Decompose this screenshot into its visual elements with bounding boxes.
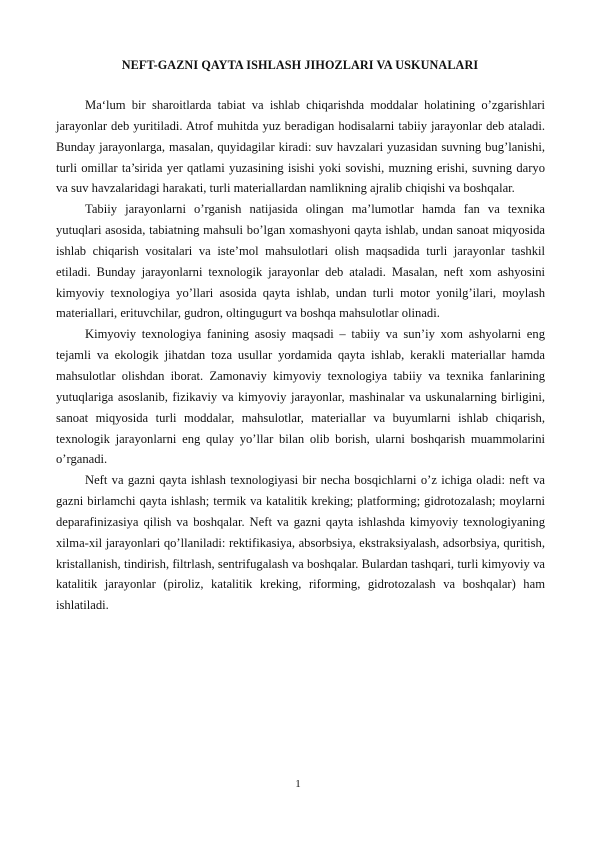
document-title: NEFT-GAZNI QAYTA ISHLASH JIHOZLARI VA USKUNALARI — [121, 58, 479, 72]
paragraph-1: Ma‘lum bir sharoitlarda tabiat va ishlab chiqarishda moddalar holatining o’zgarishlari jarayonlar deb yuritiladi. Atrof muhitda yuz beradigan hodisalarni tabiiy jarayonlar deb ataladi. Bunday jarayonlarga, masalan, quyidagilar kiradi: suv havzalari yuzasidan suvning bug’lanishi, turli omillar ta’sirida yer qatlami yuzasining isishi yoki sovishi, muzning erishi, suvning daryo va suv havzalaridagi harakati, turli materiallardan namlikning ajralib chiqishi va boshqalar. — [56, 98, 545, 196]
paragraph-2: Tabiiy jarayonlarni o’rganish natijasida olingan ma’lumotlar hamda fan va texnika yutuqlari asosida, tabiatning mahsuli bo’lgan xomashyoni qayta ishlab, undan sanoat miqyosida ishlab chiqarish vositalari va iste’mol mahsulotlari olish maqsadida turli jarayonlar tashkil etiladi. Bunday jarayonlarni texnologik jarayonlar deb ataladi. Masalan, neft xom ashyosini kimyoviy texnologiya yo’llari asosida qayta ishlab, undan turli motor yonilg’ilari, moylash materiallari, erituvchilar, gudron, oltingugurt va boshqa mahsulotlar olinadi. — [56, 202, 545, 321]
paragraph-3: Kimyoviy texnologiya fanining asosiy maqsadi – tabiiy va sun’iy xom ashyolarni eng tejamli va ekologik jihatdan toza usullar yordamida qayta ishlab, kerakli materiallar hamda mahsulotlar olishdan iborat. Zamonaviy kimyoviy texnologiya tabiiy va texnika fanlarining yutuqlariga asoslanib, fizikaviy va kimyoviy jarayonlar, mashinalar va uskunalarning birligini, sanoat miqyosida turli moddalar, mahsulotlar, materiallar va buyumlarni ishlab chiqarish, texnologik jarayonlarni eng qulay yo’llar bilan olib borish, ularni boshqarish muammolarini o’rganadi. — [56, 327, 545, 467]
paragraph-4: Neft va gazni qayta ishlash texnologiyasi bir necha bosqichlarni o’z ichiga oladi: neft va gazni birlamchi qayta ishlash; termik va katalitik kreking; platforming; gidrotozalash; moylarni deparafinizasiya qilish va boshqalar. Neft va gazni qayta ishlashda kimyoviy texnologiyaning xilma-xil jarayonlari qo’llaniladi: rektifikasiya, absorbsiya, ekstraksiyalash, adsorbsiya, quritish, kristallanish, tindirish, filtrlash, sentrifugalash va boshqalar. Bulardan tashqari, turli kimyoviy va katalitik jarayonlar (piroliz, katalitik kreking, riforming, gidrotozalash va boshqalar) ham ishlatiladi. — [56, 473, 545, 613]
page-number: 1 — [295, 778, 301, 790]
document-body — [56, 95, 545, 616]
